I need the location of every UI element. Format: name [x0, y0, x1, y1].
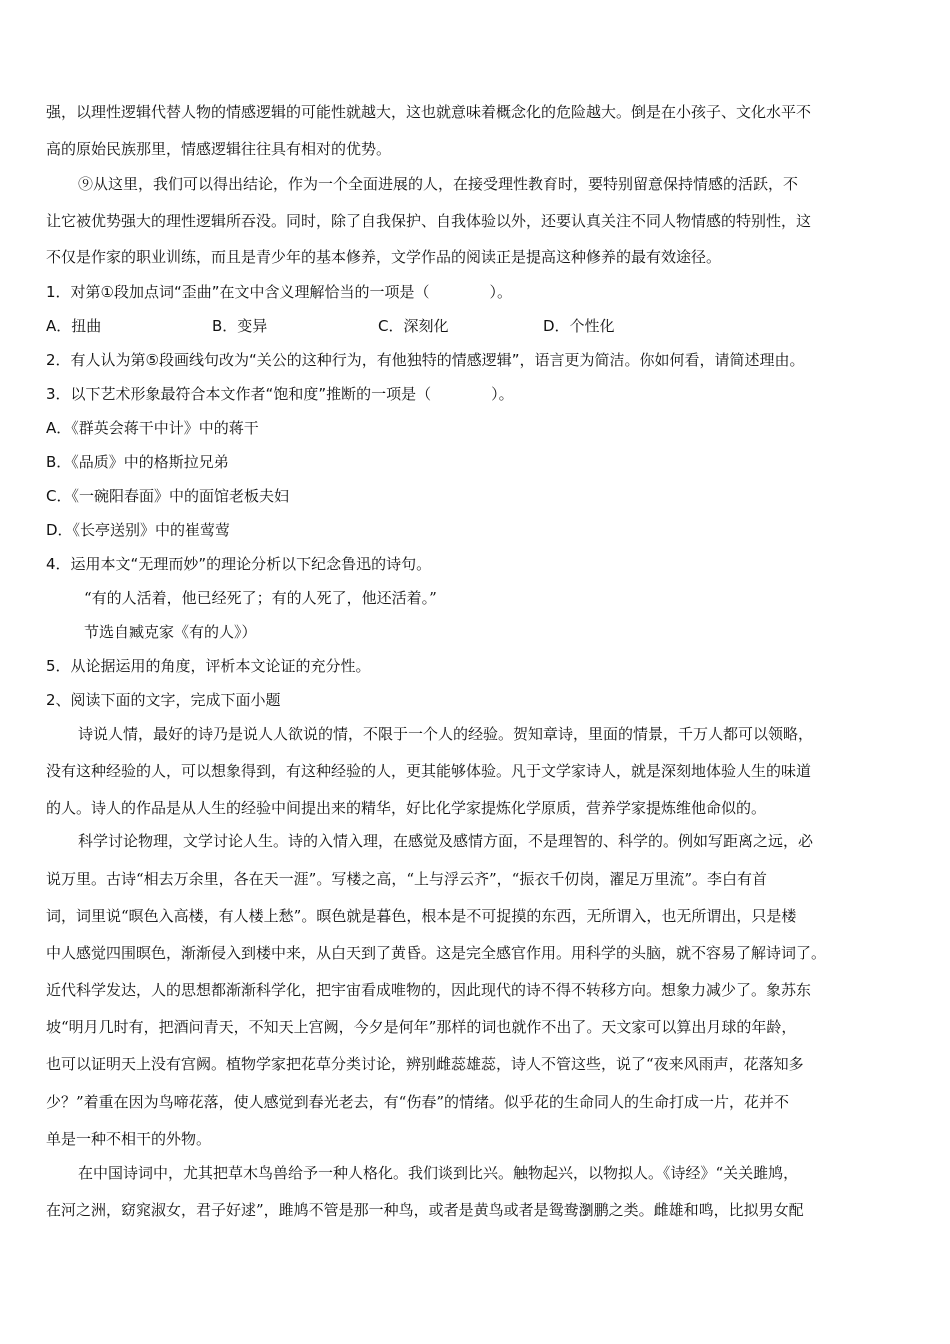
question-4-stem: 4．运用本文“无理而妙”的理论分析以下纪念鲁迅的诗句。 [46, 555, 432, 573]
body-line: 不仅是作家的职业训练，而且是青少年的基本修养，文学作品的阅读正是提高这种修养的最有效途径。 [46, 248, 722, 266]
passage-line: 诗说人情，最好的诗乃是说人人欲说的情，不限于一个人的经验。贺知章诗，里面的情景，千万人都可以领略， [78, 725, 814, 743]
question-3-option-d[interactable]: D．《长亭送别》中的崔莺莺 [46, 521, 231, 539]
passage-line: 在中国诗词中，尤其把草木鸟兽给予一种人格化。我们谈到比兴。触物起兴，以物拟人。《诗经》“关关雎鸠， [78, 1164, 799, 1182]
question-3-stem: 3．以下艺术形象最符合本文作者“饱和度”推断的一项是（ ）。 [46, 385, 514, 403]
question-4-quote: “有的人活着，他已经死了；有的人死了，他还活着。” [84, 589, 437, 607]
section-2-heading: 2、阅读下面的文字，完成下面小题 [46, 691, 281, 709]
question-3-option-c[interactable]: C．《一碗阳春面》中的面馆老板夫妇 [46, 487, 289, 505]
question-3-option-b[interactable]: B．《品质》中的格斯拉兄弟 [46, 453, 229, 471]
body-line: 让它被优势强大的理性逻辑所吞没。同时，除了自我保护、自我体验以外，还要认真关注不同人物情感的特别性，这 [46, 212, 812, 230]
question-4-source: 节选自臧克家《有的人》） [84, 623, 257, 641]
passage-line: 没有这种经验的人，可以想象得到，有这种经验的人，更其能够体验。凡于文学家诗人，就是深刻地体验人生的味道 [46, 762, 812, 780]
passage-line: 近代科学发达，人的思想都渐渐科学化，把宇宙看成唯物的，因此现代的诗不得不转移方向。想象力减少了。象苏东 [46, 981, 812, 999]
passage-line: 说万里。古诗“相去万余里，各在天一涯”。写楼之高，“上与浮云齐”，“振衣千仞岗，濯足万里流”。李白有首 [46, 870, 768, 888]
passage-line: 词，词里说“暝色入高楼，有人楼上愁”。暝色就是暮色，根本是不可捉摸的东西，无所谓入，也无所谓出，只是楼 [46, 907, 797, 925]
passage-line: 中人感觉四围暝色，渐渐侵入到楼中来，从白天到了黄昏。这是完全感官作用。用科学的头脑，就不容易了解诗词了。 [46, 944, 827, 962]
question-1-stem: 1．对第①段加点词“歪曲”在文中含义理解恰当的一项是（ ）。 [46, 283, 513, 301]
question-1-option-d[interactable]: D．个性化 [543, 317, 615, 335]
passage-line: 在河之洲，窈窕淑女，君子好逑”，雎鸠不管是那一种鸟，或者是黄鸟或者是鸳鸯瀏鹏之类。雌雄和鸣，比拟男女配 [46, 1201, 804, 1219]
question-2-stem: 2．有人认为第⑤段画线句改为“关公的这种行为，有他独特的情感逻辑”，语言更为简洁。你如何看，请简述理由。 [46, 351, 805, 369]
question-3-option-a[interactable]: A．《群英会蒋干中计》中的蒋干 [46, 419, 259, 437]
passage-line: 少？”着重在因为鸟啼花落，使人感觉到春光老去，有“伤春”的情绪。似乎花的生命同人的生命打成一片，花并不 [46, 1093, 790, 1111]
question-1-option-b[interactable]: B．变异 [212, 317, 268, 335]
question-1-option-a[interactable]: A．扭曲 [46, 317, 102, 335]
passage-line: 的人。诗人的作品是从人生的经验中间提出来的精华，好比化学家提炼化学原质，营养学家提炼维他命似的。 [46, 799, 767, 817]
question-5-stem: 5．从论据运用的角度，评析本文论证的充分性。 [46, 657, 371, 675]
passage-line: 也可以证明天上没有宫阙。植物学家把花草分类讨论，辨别雌蕊雄蕊，诗人不管这些，说了“夜来风雨声，花落知多 [46, 1055, 804, 1073]
passage-line: 坡“明月几时有，把酒问青天，不知天上宫阙，今夕是何年”那样的词也就作不出了。天文家可以算出月球的年龄， [46, 1018, 797, 1036]
body-line: 高的原始民族那里，情感逻辑往往具有相对的优势。 [46, 140, 392, 158]
passage-line: 科学讨论物理，文学讨论人生。诗的入情入理，在感觉及感情方面，不是理智的、科学的。例如写距离之远，必 [78, 832, 814, 850]
question-1-option-c[interactable]: C．深刻化 [378, 317, 449, 335]
passage-line: 单是一种不相干的外物。 [46, 1130, 212, 1148]
body-line: 强，以理性逻辑代替人物的情感逻辑的可能性就越大，这也就意味着概念化的危险越大。倒是在小孩子、文化水平不 [46, 103, 812, 121]
body-line: ⑨从这里，我们可以得出结论，作为一个全面进展的人，在接受理性教育时，要特别留意保持情感的活跃，不 [78, 175, 799, 193]
